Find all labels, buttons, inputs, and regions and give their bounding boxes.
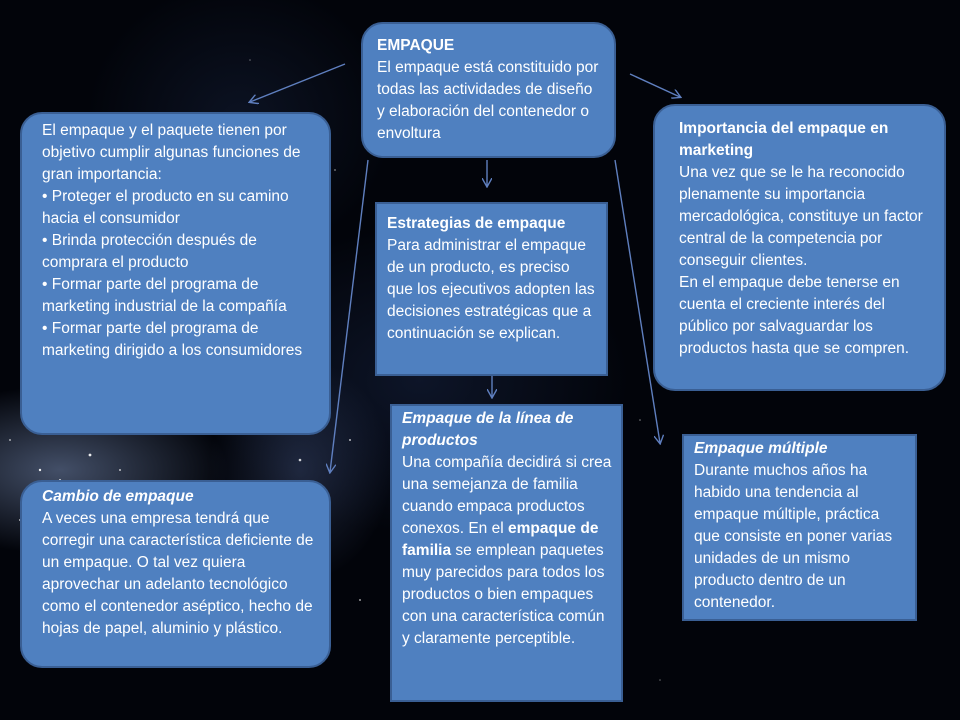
center-title: EMPAQUE [377, 37, 455, 54]
center-empaque-box [361, 22, 616, 158]
strategies-box [375, 202, 608, 376]
importance-body-1: Una vez que se le ha reconocido plenamente su importancia mercadológica, constituye un factor central de la competencia por conseguir clientes. [679, 164, 923, 269]
objectives-intro: El empaque y el paquete tienen por objetivo cumplir algunas funciones de gran importancia: [42, 122, 301, 183]
strategies-title: Estrategias de empaque [387, 215, 566, 232]
objectives-box [20, 112, 331, 435]
change-title: Cambio de empaque [42, 488, 194, 505]
importance-box [653, 104, 946, 391]
importance-body-2: En el empaque debe tenerse en cuenta el creciente interés del público por salvaguardar los productos hasta que se compren. [679, 274, 910, 357]
center-body: El empaque está constituido por todas las actividades de diseño y elaboración del contenedor o envoltura [377, 59, 599, 142]
objective-bullet: • Formar parte del programa de marketing industrial de la compañía [42, 276, 287, 315]
product-line-title: Empaque de la línea de productos [402, 410, 574, 449]
objective-bullet: • Proteger el producto en su camino hacia el consumidor [42, 188, 289, 227]
multiple-title: Empaque múltiple [694, 440, 828, 457]
family-packaging-term: empaque de familia [402, 520, 599, 559]
multiple-box [682, 434, 917, 621]
multiple-body: Durante muchos años ha habido una tendencia al empaque múltiple, práctica que consiste en poner varias unidades de un mismo producto dentro de un contenedor. [694, 462, 893, 611]
objective-bullet: • Brinda protección después de comprara el producto [42, 232, 257, 271]
change-box [20, 480, 331, 668]
importance-title: Importancia del empaque en marketing [679, 120, 889, 159]
strategies-body: Para administrar el empaque de un producto, es preciso que los ejecutivos adopten las decisiones estratégicas que a continuación se explican. [387, 237, 595, 342]
change-body: A veces una empresa tendrá que corregir una característica deficiente de un empaque. O tal vez quiera aprovechar un adelanto tecnológico como el contenedor aséptico, hecho de hojas de papel, aluminio y plástico. [42, 510, 314, 637]
objective-bullet: • Formar parte del programa de marketing dirigido a los consumidores [42, 320, 303, 359]
product-line-box [390, 404, 623, 702]
product-line-body: Una compañía decidirá si crea una semejanza de familia cuando empaca productos conexos. En el empaque de familia se emplean paquetes muy parecidos para todos los productos o bien empaques con una característica común y claramente perceptible. [402, 454, 612, 647]
